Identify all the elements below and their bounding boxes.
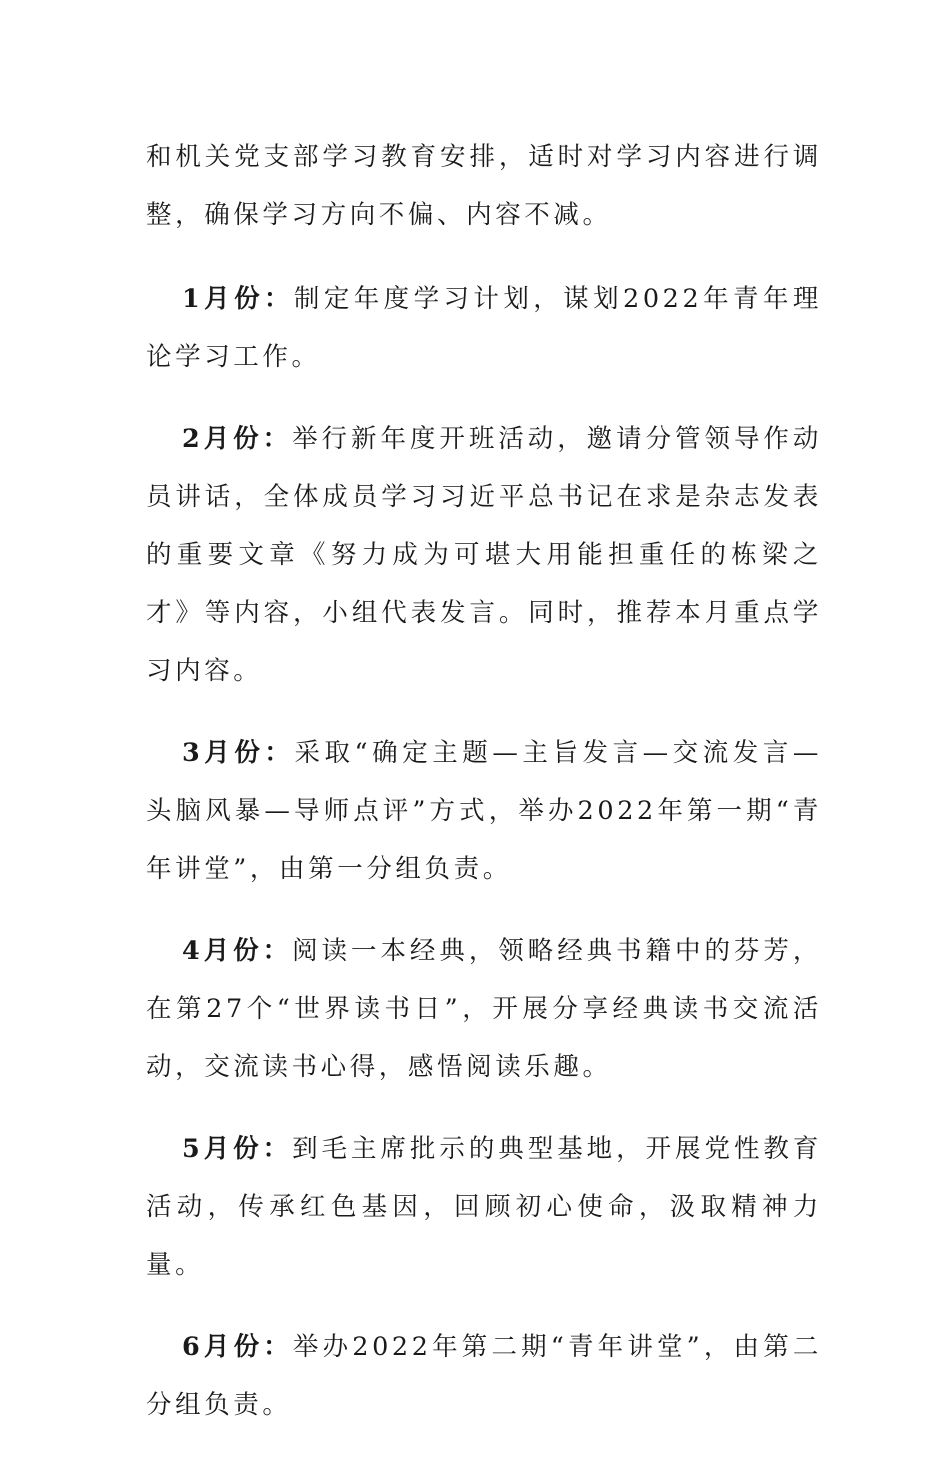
paragraph-text: 制定年度学习计划，谋划2022年青年理论学习工作。 bbox=[146, 284, 822, 372]
month-label: 5月份： bbox=[182, 1134, 293, 1164]
month-label: 3月份： bbox=[182, 738, 295, 768]
paragraph-june bbox=[146, 1318, 822, 1434]
month-label: 2月份： bbox=[182, 424, 293, 454]
paragraph-text: 到毛主席批示的典型基地，开展党性教育活动，传承红色基因，回顾初心使命，汲取精神力量。 bbox=[146, 1134, 822, 1280]
document-body bbox=[146, 128, 822, 1458]
month-label: 1月份： bbox=[182, 284, 294, 314]
paragraph-text: 采取“确定主题—主旨发言—交流发言—头脑风暴—导师点评”方式，举办2022年第一期“青年讲堂”，由第一分组负责。 bbox=[146, 738, 822, 884]
month-label: 6月份： bbox=[182, 1332, 293, 1362]
paragraph-may bbox=[146, 1120, 822, 1294]
paragraph-february bbox=[146, 410, 822, 700]
paragraph-january bbox=[146, 270, 822, 386]
paragraph-april bbox=[146, 922, 822, 1096]
paragraph-march bbox=[146, 724, 822, 898]
paragraph-text: 举行新年度开班活动，邀请分管领导作动员讲话，全体成员学习习近平总书记在求是杂志发表的重要文章《努力成为可堪大用能担重任的栋梁之才》等内容，小组代表发言。同时，推荐本月重点学习内容。 bbox=[146, 424, 822, 686]
month-label: 4月份： bbox=[182, 936, 293, 966]
paragraph-intro bbox=[146, 128, 822, 244]
paragraph-text: 阅读一本经典，领略经典书籍中的芬芳，在第27个“世界读书日”，开展分享经典读书交流活动，交流读书心得，感悟阅读乐趣。 bbox=[146, 936, 822, 1082]
paragraph-text: 和机关党支部学习教育安排，适时对学习内容进行调整，确保学习方向不偏、内容不减。 bbox=[146, 142, 822, 230]
paragraph-text: 举办2022年第二期“青年讲堂”，由第二分组负责。 bbox=[146, 1332, 822, 1420]
